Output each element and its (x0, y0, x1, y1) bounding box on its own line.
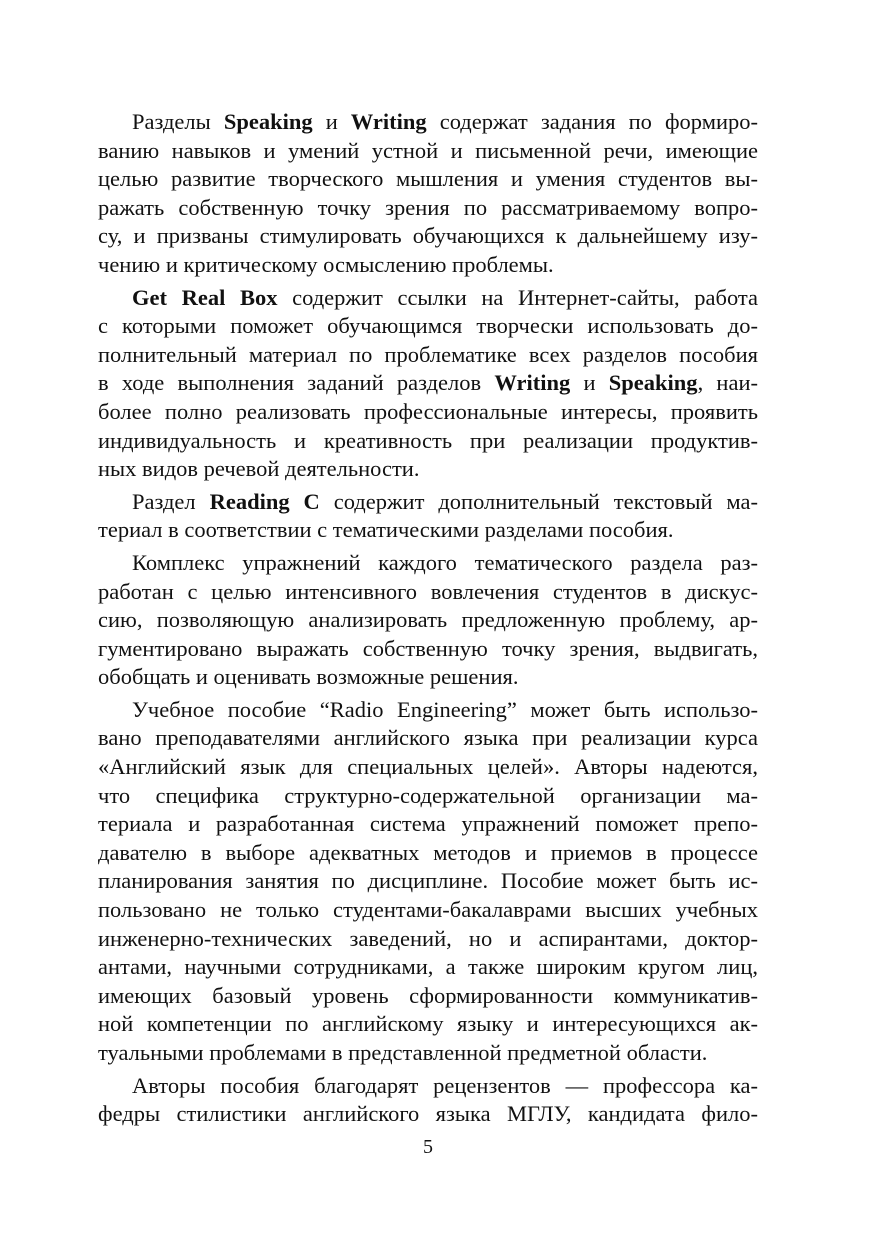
text-run: содержит ссылки на Интернет-сайты, работа (277, 284, 758, 310)
text-run: ванию навыков и умений устной и письменной речи, имеющие (98, 137, 758, 163)
text-line (98, 516, 758, 545)
text-run: Комплекс упражнений каждого тематического раздела раз- (132, 549, 758, 575)
text-line (98, 369, 758, 398)
text-line (98, 284, 758, 313)
text-run: териал в соответствии с тематическими разделами пособия. (98, 517, 674, 543)
text-run: с которыми поможет обучающимся творчески использовать до- (98, 313, 758, 339)
text-run: и (312, 109, 351, 134)
text-line (98, 165, 758, 194)
text-line (98, 839, 758, 868)
text-run: в ходе выполнения заданий разделов (98, 370, 495, 396)
text-run: , наи- (697, 370, 758, 396)
text-run: индивидуальность и креативность при реализации продуктив- (98, 427, 758, 453)
text-run: ных видов речевой деятельности. (98, 456, 420, 482)
text-run: ражать собственную точку зрения по рассматриваемому вопро- (98, 194, 758, 220)
text-line (98, 578, 758, 607)
text-line (98, 398, 758, 427)
text-line (98, 341, 758, 370)
text-run: содержит дополнительный текстовый ма- (319, 488, 759, 514)
text-line (98, 1072, 758, 1101)
text-line (98, 753, 758, 782)
text-line (98, 696, 758, 725)
text-line (98, 427, 758, 456)
text-run: имеющих базовый уровень сформированности коммуникатив- (98, 982, 758, 1008)
text-run: Разделы (132, 109, 224, 134)
text-line (98, 810, 758, 839)
text-line (98, 549, 758, 578)
text-run: пользовано не только студентами-бакалаврами высших учебных (98, 897, 758, 923)
text-run: гументировано выражать собственную точку зрения, выдвигать, (98, 635, 758, 661)
text-run: Учебное пособие “Radio Engineering” может быть использо- (132, 696, 758, 722)
paragraph (98, 108, 758, 280)
text-run: су, и призваны стимулировать обучающихся к дальнейшему изу- (98, 223, 758, 249)
text-line (98, 606, 758, 635)
text-line (98, 194, 758, 223)
text-run: сию, позволяющую анализировать предложенную проблему, ар- (98, 607, 758, 633)
text-line (98, 635, 758, 664)
text-line (98, 1039, 758, 1068)
text-line (98, 108, 758, 137)
text-run: планирования занятия по дисциплине. Пособие может быть ис- (98, 868, 758, 894)
body-text (98, 108, 758, 1133)
paragraph (98, 284, 758, 484)
text-run: обобщать и оценивать возможные решения. (98, 664, 519, 690)
paragraph (98, 549, 758, 692)
text-run: что специфика структурно-содержательной организации ма- (98, 782, 758, 808)
text-run: вано преподавателями английского языка при реализации курса (98, 725, 758, 751)
bold-term: Speaking (223, 109, 313, 134)
text-run: Авторы пособия благодарят рецензентов — профессора ка- (132, 1072, 758, 1098)
text-line (98, 455, 758, 484)
text-line (98, 222, 758, 251)
text-line (98, 953, 758, 982)
text-run: Раздел (132, 488, 210, 514)
text-line (98, 867, 758, 896)
bold-term: Reading C (209, 488, 320, 514)
text-run: и (570, 370, 609, 396)
text-line (98, 1010, 758, 1039)
text-line (98, 312, 758, 341)
text-line (98, 1100, 758, 1129)
text-line (98, 663, 758, 692)
text-run: териала и разработанная система упражнений поможет препо- (98, 811, 758, 837)
text-run: работан с целью интенсивного вовлечения студентов в дискус- (98, 578, 758, 604)
text-run: чению и критическому осмыслению проблемы. (98, 251, 554, 277)
paragraph (98, 488, 758, 545)
text-run: полнительный материал по проблематике всех разделов пособия (98, 341, 758, 367)
text-line (98, 488, 758, 517)
text-line (98, 137, 758, 166)
paragraph (98, 1072, 758, 1129)
text-run: инженерно-технических заведений, но и аспирантами, доктор- (98, 925, 758, 951)
text-run: антами, научными сотрудниками, а также широким кругом лиц, (98, 954, 758, 980)
text-line (98, 724, 758, 753)
text-run: содержат задания по формиро- (426, 109, 758, 134)
text-line (98, 251, 758, 280)
text-run: федры стилистики английского языка МГЛУ, кандидата фило- (98, 1101, 758, 1127)
text-run: целью развитие творческого мышления и умения студентов вы- (98, 166, 758, 192)
text-run: ной компетенции по английскому языку и интересующихся ак- (98, 1011, 758, 1037)
bold-term: Get Real Box (132, 284, 278, 310)
bold-term: Writing (350, 109, 427, 134)
text-line (98, 782, 758, 811)
text-line (98, 925, 758, 954)
text-run: «Английский язык для специальных целей». Авторы надеются, (98, 754, 758, 780)
page-number: 5 (423, 1136, 433, 1158)
text-run: туальными проблемами в представленной предметной области. (98, 1040, 708, 1065)
text-line (98, 896, 758, 925)
bold-term: Writing (494, 370, 571, 396)
text-run: давателю в выборе адекватных методов и приемов в процессе (98, 839, 758, 865)
text-line (98, 982, 758, 1011)
text-run: более полно реализовать профессиональные интересы, проявить (98, 398, 758, 424)
bold-term: Speaking (608, 370, 698, 396)
paragraph (98, 696, 758, 1068)
